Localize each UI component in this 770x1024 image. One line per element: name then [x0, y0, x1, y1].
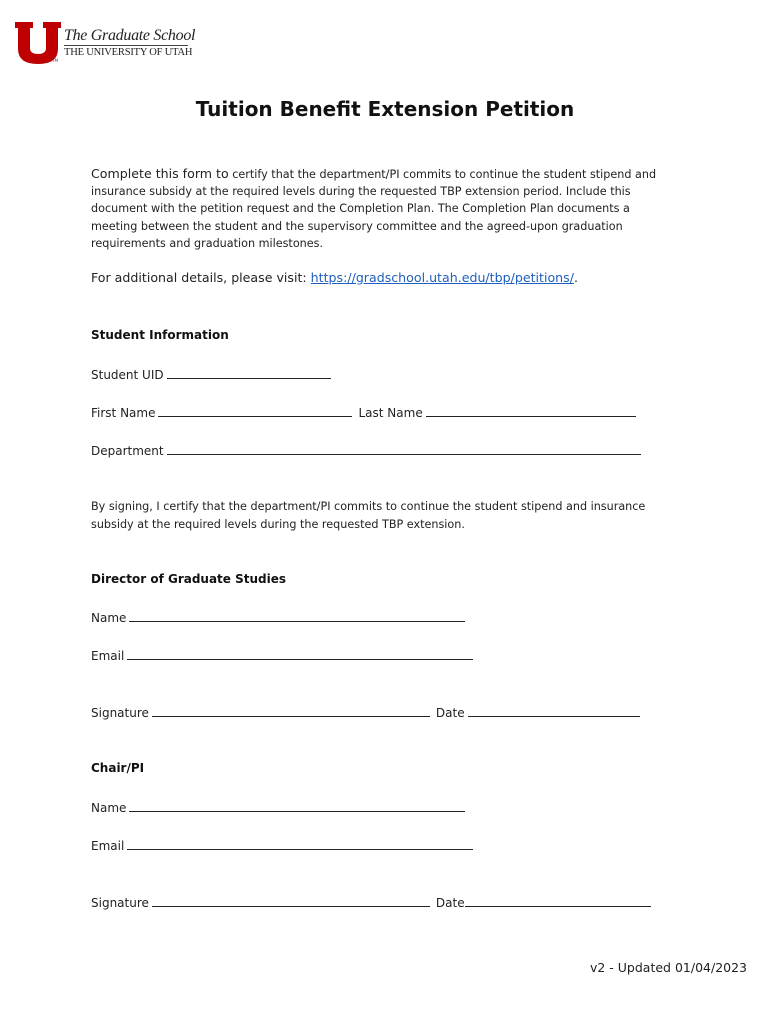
- dgs-name-field: [91, 609, 471, 625]
- chair-name-field: [91, 799, 471, 815]
- dgs-email-label: Email: [91, 649, 125, 663]
- last-name-input[interactable]: [426, 404, 636, 417]
- certify-statement: By signing, I certify that the department/PI commits to continue the student stipend and insurance subsidy at the required levels during the requested TBP extension.: [91, 500, 646, 531]
- dgs-signature-input[interactable]: [152, 704, 430, 717]
- chair-heading: Chair/PI: [91, 761, 145, 775]
- chair-email-field: [91, 837, 479, 853]
- department-label: Department: [91, 444, 164, 458]
- school-name: The Graduate School: [64, 27, 196, 44]
- chair-signature-label: Signature: [91, 896, 149, 910]
- student-uid-label: Student UID: [91, 368, 164, 382]
- chair-email-input[interactable]: [127, 837, 473, 850]
- page-title: Tuition Benefit Extension Petition: [195, 97, 575, 121]
- intro-text: certify that the department/PI commits to continue the student stipend and insurance subsidy at the required levels during the requested TBP extension period. Include this document with the petition request and the Completion Plan. The Completion Plan documents a meeting between the student and the supervisory committee and the agreed-upon graduation requirements and graduation milestones.: [91, 168, 657, 250]
- student-info-heading: Student Information: [91, 328, 229, 342]
- department-input[interactable]: [167, 442, 641, 455]
- chair-signature-input[interactable]: [152, 894, 430, 907]
- dgs-email-field: [91, 647, 479, 663]
- version-footer: v2 - Updated 01/04/2023: [589, 960, 747, 975]
- chair-date-input[interactable]: [465, 894, 651, 907]
- intro-paragraph: [91, 165, 671, 252]
- first-name-label: First Name: [91, 406, 156, 420]
- details-line: [91, 270, 578, 285]
- student-uid-input[interactable]: [167, 366, 331, 379]
- chair-email-label: Email: [91, 839, 125, 853]
- intro-lead: Complete this form to: [91, 166, 229, 181]
- university-name: THE UNIVERSITY OF UTAH: [64, 47, 193, 58]
- dgs-signature-label: Signature: [91, 706, 149, 720]
- dgs-date-label: Date: [435, 706, 465, 720]
- first-name-input[interactable]: [158, 404, 352, 417]
- chair-name-input[interactable]: [129, 799, 465, 812]
- dgs-email-input[interactable]: [127, 647, 473, 660]
- dgs-date-input[interactable]: [468, 704, 640, 717]
- chair-date-label: Date: [435, 896, 465, 910]
- trademark-mark: TM: [52, 58, 58, 63]
- chair-name-label: Name: [91, 801, 127, 815]
- details-suffix: .: [573, 270, 578, 285]
- details-prefix: For additional details, please visit:: [91, 270, 311, 285]
- chair-signature-row: [91, 894, 657, 910]
- dgs-signature-row: [91, 704, 646, 720]
- dgs-heading: Director of Graduate Studies: [91, 572, 287, 586]
- dgs-name-input[interactable]: [129, 609, 465, 622]
- last-name-label: Last Name: [358, 406, 423, 420]
- department-field: [91, 442, 647, 458]
- name-row: [91, 404, 642, 420]
- petitions-link[interactable]: https://gradschool.utah.edu/tbp/petitions/: [310, 270, 574, 285]
- logo-divider: [64, 45, 188, 46]
- dgs-name-label: Name: [91, 611, 127, 625]
- student-uid-field: [91, 366, 337, 382]
